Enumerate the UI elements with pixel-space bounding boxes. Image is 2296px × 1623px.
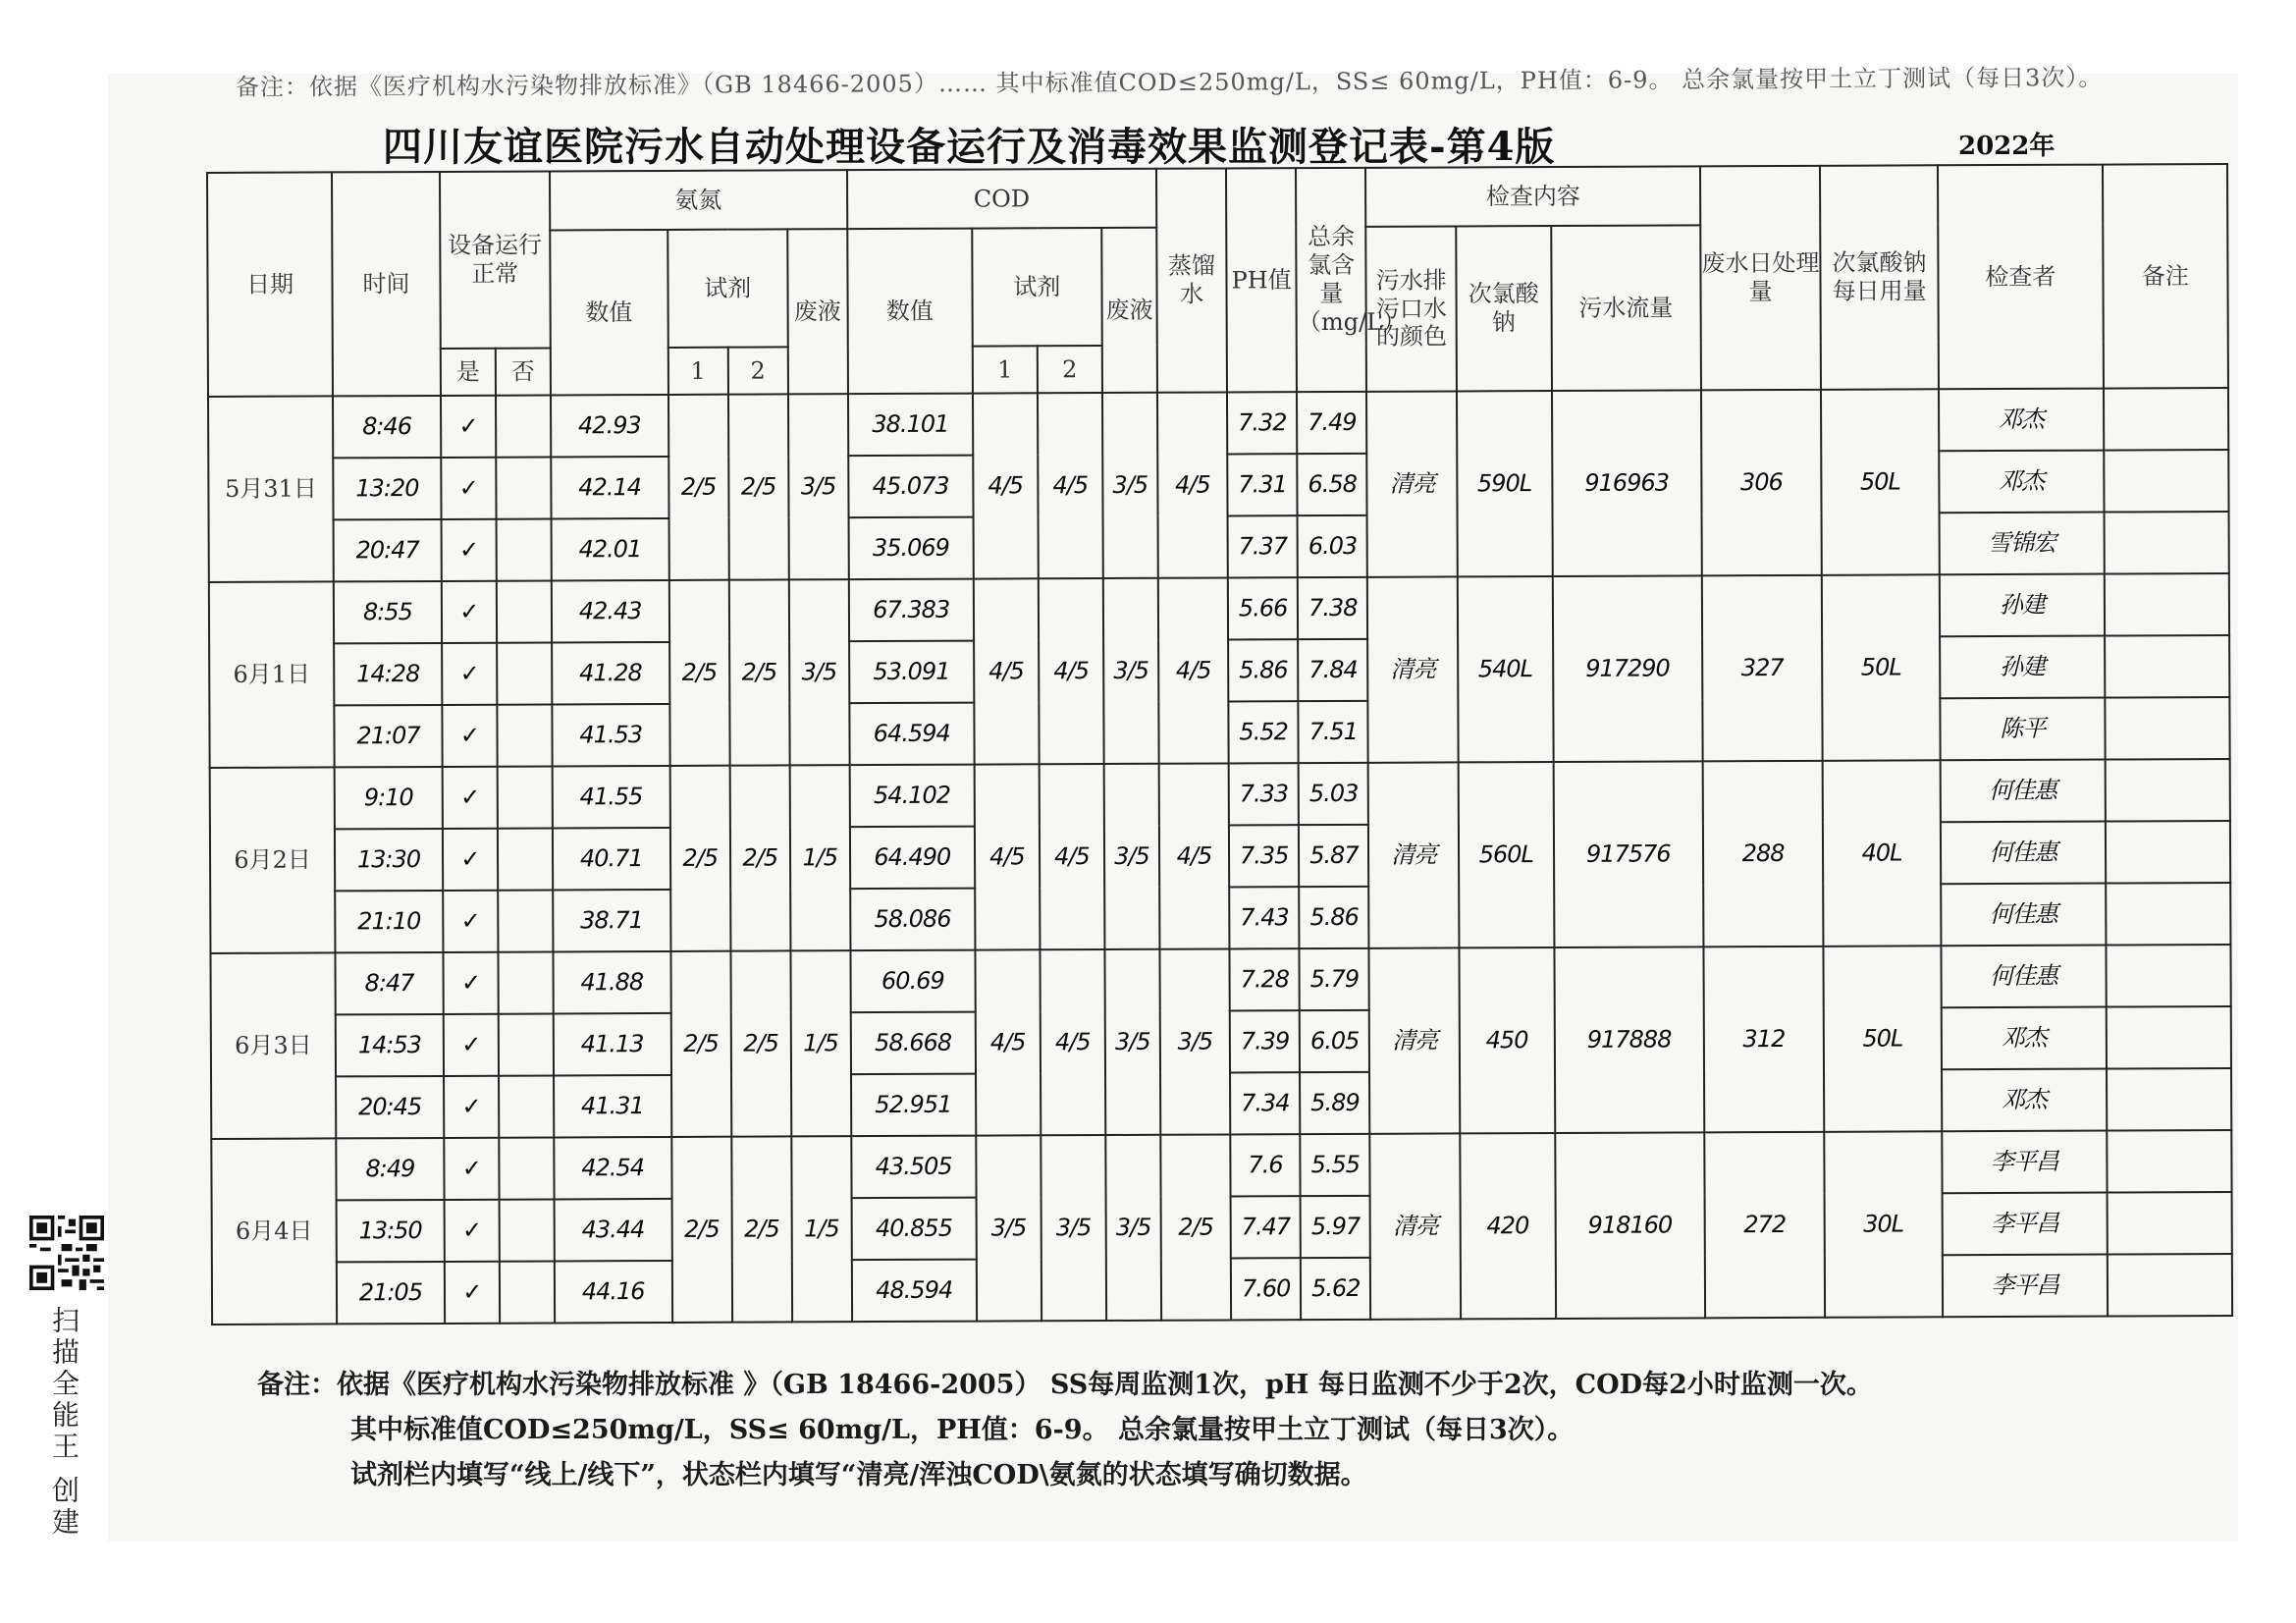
date-cell: 6月1日 — [209, 581, 335, 768]
equipment-not-ok-cell — [499, 1137, 554, 1199]
time-cell: 20:47 — [334, 519, 442, 581]
cod-reagent-2-cell: 4/5 — [1040, 764, 1105, 949]
daily-volume-cell: 272 — [1704, 1132, 1825, 1319]
outlet-color-cell: 清亮 — [1368, 762, 1459, 947]
outlet-color-cell: 清亮 — [1370, 1133, 1461, 1319]
hypochlorite-cell: 540L — [1458, 576, 1553, 762]
cod-reagent-1-cell: 4/5 — [974, 578, 1040, 764]
cod-waste-cell: 3/5 — [1102, 393, 1158, 578]
outlet-color-cell: 清亮 — [1367, 576, 1458, 762]
header-flow: 污水流量 — [1551, 225, 1701, 391]
equipment-not-ok-cell — [498, 890, 553, 951]
equipment-not-ok-cell — [497, 580, 552, 642]
table-row — [210, 759, 2230, 830]
time-cell: 8:47 — [336, 952, 444, 1014]
ammonia-value-cell: 40.71 — [553, 828, 670, 891]
inspector-signature: 何佳惠 — [1941, 884, 2106, 947]
ph-cell: 7.32 — [1227, 392, 1297, 454]
ammonia-value-cell: 42.93 — [551, 395, 668, 458]
ammonia-value-cell: 41.55 — [552, 766, 669, 829]
inspector-signature: 孙建 — [1940, 574, 2105, 637]
inspector-signature: 何佳惠 — [1941, 822, 2106, 885]
header-ammonia-reagent: 试剂 — [667, 229, 788, 348]
ammonia-waste-cell: 1/5 — [790, 950, 851, 1136]
ammonia-value-cell: 44.16 — [555, 1261, 672, 1324]
inspector-signature: 何佳惠 — [1941, 946, 2106, 1008]
header-equipment: 设备运行正常 — [440, 171, 551, 348]
equipment-not-ok-cell — [496, 518, 551, 580]
equipment-ok-check: ✓ — [443, 829, 498, 891]
distilled-water-cell: 4/5 — [1157, 392, 1228, 577]
time-cell: 21:07 — [334, 705, 442, 767]
equipment-ok-check: ✓ — [444, 1138, 499, 1200]
inspector-signature: 陈平 — [1940, 698, 2105, 761]
equipment-ok-check: ✓ — [442, 643, 497, 705]
ammonia-waste-cell: 1/5 — [789, 765, 850, 950]
form-year: 2022年 — [1958, 132, 2056, 161]
remarks-cell — [2104, 388, 2229, 451]
header-inspector: 检查者 — [1938, 165, 2104, 390]
daily-volume-cell: 327 — [1702, 575, 1823, 762]
chlorine-cell: 5.97 — [1301, 1196, 1370, 1258]
header-cod-r2: 2 — [1038, 346, 1102, 393]
cod-waste-cell: 3/5 — [1104, 764, 1160, 949]
flow-cell: 917576 — [1553, 761, 1703, 947]
header-cod-waste: 废液 — [1101, 228, 1157, 393]
ammonia-reagent-1-cell: 2/5 — [669, 580, 730, 766]
chlorine-cell: 5.87 — [1299, 825, 1368, 887]
date-cell: 6月2日 — [210, 767, 336, 953]
inspector-signature: 雪锦宏 — [1940, 513, 2105, 575]
ammonia-waste-cell: 3/5 — [789, 579, 850, 765]
ammonia-reagent-2-cell: 2/5 — [731, 1136, 792, 1322]
cod-value-cell: 58.668 — [850, 1012, 975, 1075]
ph-cell: 7.28 — [1230, 948, 1300, 1010]
cod-waste-cell: 3/5 — [1104, 949, 1160, 1135]
date-cell: 5月31日 — [208, 396, 334, 582]
ph-cell: 5.52 — [1228, 701, 1298, 763]
header-yes: 是 — [441, 349, 496, 396]
hypochlorite-cell: 450 — [1459, 947, 1554, 1133]
header-remarks: 备注 — [2103, 164, 2228, 389]
time-cell: 8:55 — [334, 581, 442, 643]
remarks-cell — [2106, 945, 2231, 1007]
time-cell: 14:28 — [334, 643, 442, 705]
equipment-not-ok-cell — [496, 395, 551, 457]
ph-cell: 7.35 — [1229, 825, 1299, 887]
ph-cell: 5.66 — [1228, 577, 1298, 639]
header-chlorine: 总余氯含量（mg/L） — [1296, 168, 1366, 392]
equipment-ok-check: ✓ — [442, 705, 497, 767]
equipment-not-ok-cell — [499, 1013, 554, 1075]
cod-reagent-1-cell: 4/5 — [973, 393, 1039, 578]
table-row — [208, 388, 2228, 459]
cod-value-cell: 64.594 — [849, 703, 974, 766]
distilled-water-cell: 3/5 — [1159, 948, 1230, 1134]
remarks-cell — [2107, 1130, 2232, 1193]
ammonia-value-cell: 42.54 — [554, 1137, 671, 1200]
remarks-cell — [2106, 821, 2231, 884]
header-ammonia-waste: 废液 — [787, 229, 848, 394]
cod-reagent-2-cell: 4/5 — [1039, 578, 1104, 764]
ph-cell: 7.60 — [1231, 1258, 1301, 1320]
chlorine-cell: 7.49 — [1297, 392, 1366, 454]
header-cod-reagent: 试剂 — [972, 228, 1102, 347]
inspector-signature: 孙建 — [1940, 636, 2105, 699]
equipment-not-ok-cell — [496, 457, 551, 518]
cod-waste-cell: 3/5 — [1103, 578, 1159, 764]
flow-cell: 917290 — [1552, 575, 1702, 762]
distilled-water-cell: 2/5 — [1160, 1134, 1231, 1320]
equipment-ok-check: ✓ — [441, 519, 496, 581]
remarks-cell — [2107, 1192, 2232, 1255]
ph-cell: 7.31 — [1227, 454, 1297, 515]
equipment-not-ok-cell — [500, 1261, 555, 1323]
ammonia-waste-cell: 3/5 — [788, 394, 849, 579]
header-date: 日期 — [207, 172, 333, 397]
cod-value-cell: 48.594 — [852, 1260, 977, 1323]
time-cell: 8:49 — [336, 1138, 444, 1200]
ph-cell: 7.43 — [1229, 887, 1299, 948]
inspector-signature: 邓杰 — [1942, 1007, 2107, 1070]
clipped-top-note: 备注：依据《医疗机构水污染物排放标准》（GB 18466-2005）…… 其中标准值COD≤250mg/L，SS≤ 60mg/L，PH值：6-9。 总余氯量按甲土立丁测试（每日3次）。 — [235, 63, 2104, 101]
ammonia-reagent-2-cell: 2/5 — [729, 579, 790, 765]
cod-value-cell: 45.073 — [848, 456, 973, 518]
chlorine-cell: 7.84 — [1298, 639, 1367, 701]
ammonia-value-cell: 38.71 — [553, 890, 670, 952]
equipment-not-ok-cell — [498, 828, 553, 890]
ammonia-value-cell: 43.44 — [554, 1199, 671, 1262]
equipment-ok-check: ✓ — [444, 1076, 499, 1138]
daily-volume-cell: 288 — [1703, 761, 1824, 947]
cod-waste-cell: 3/5 — [1105, 1135, 1161, 1321]
equipment-ok-check: ✓ — [443, 767, 498, 829]
inspector-signature: 李平昌 — [1943, 1193, 2108, 1256]
naclo-daily-cell: 50L — [1821, 389, 1940, 575]
equipment-ok-check: ✓ — [444, 1200, 499, 1262]
scanner-watermark: 扫描全能王 创建 — [48, 1306, 80, 1539]
ammonia-value-cell: 41.31 — [554, 1075, 671, 1138]
time-cell: 9:10 — [335, 767, 443, 829]
ph-cell: 7.37 — [1228, 515, 1298, 577]
cod-reagent-1-cell: 3/5 — [976, 1135, 1041, 1321]
inspector-signature: 邓杰 — [1939, 451, 2104, 514]
qr-code-icon — [29, 1216, 104, 1290]
flow-cell: 918160 — [1555, 1132, 1705, 1319]
cod-value-cell: 58.086 — [850, 889, 975, 951]
equipment-not-ok-cell — [497, 704, 552, 766]
header-cod-r1: 1 — [973, 346, 1038, 393]
ph-cell: 7.6 — [1230, 1134, 1300, 1196]
hypochlorite-cell: 560L — [1459, 762, 1554, 947]
monitoring-log-table — [206, 163, 2233, 1325]
ph-cell: 7.34 — [1230, 1072, 1300, 1134]
time-cell: 13:20 — [333, 458, 441, 519]
ph-cell: 7.33 — [1229, 763, 1299, 825]
hypochlorite-cell: 420 — [1460, 1133, 1555, 1319]
ammonia-reagent-1-cell: 2/5 — [668, 395, 729, 580]
header-cod-value: 数值 — [847, 229, 973, 395]
equipment-ok-check: ✓ — [443, 952, 498, 1014]
equipment-not-ok-cell — [499, 1075, 554, 1137]
equipment-not-ok-cell — [498, 951, 553, 1013]
ammonia-value-cell: 42.01 — [551, 518, 668, 581]
header-inspection: 检查内容 — [1365, 166, 1700, 226]
time-cell: 13:30 — [335, 829, 443, 891]
table-row — [211, 1130, 2231, 1201]
footnote-line-3: 试剂栏内填写“线上/线下”，状态栏内填写“清亮/浑浊COD\氨氮的状态填写确切数据。 — [350, 1460, 1367, 1490]
outlet-color-cell: 清亮 — [1369, 947, 1460, 1133]
time-cell: 21:10 — [335, 891, 443, 952]
equipment-ok-check: ✓ — [445, 1262, 500, 1324]
chlorine-cell: 5.62 — [1301, 1258, 1370, 1320]
form-title: 四川友谊医院污水自动处理设备运行及消毒效果监测登记表-第4版 — [383, 124, 1556, 170]
equipment-ok-check: ✓ — [442, 581, 497, 643]
header-cod: COD — [847, 169, 1156, 229]
header-distilled: 蒸馏水 — [1156, 168, 1227, 392]
naclo-daily-cell: 50L — [1822, 574, 1941, 761]
cod-reagent-1-cell: 4/5 — [974, 764, 1040, 949]
header-ph: PH值 — [1226, 168, 1297, 392]
equipment-ok-check: ✓ — [443, 891, 498, 952]
cod-value-cell: 67.383 — [849, 579, 974, 642]
remarks-cell — [2107, 1068, 2232, 1131]
naclo-daily-cell: 30L — [1824, 1131, 1943, 1318]
ammonia-reagent-1-cell: 2/5 — [669, 766, 730, 951]
inspector-signature: 何佳惠 — [1941, 760, 2106, 823]
footnote-line-1: 备注：依据《医疗机构水污染物排放标准 》（GB 18466-2005） SS每周监测1次，pH 每日监测不少于2次，COD每2小时监测一次。 — [257, 1370, 1873, 1400]
naclo-daily-cell: 50L — [1823, 946, 1942, 1132]
ph-cell: 7.39 — [1230, 1010, 1300, 1072]
equipment-ok-check: ✓ — [444, 1014, 499, 1076]
cod-value-cell: 52.951 — [851, 1074, 976, 1137]
cod-value-cell: 40.855 — [851, 1198, 976, 1261]
header-no: 否 — [496, 348, 551, 395]
daily-volume-cell: 312 — [1703, 947, 1824, 1133]
cod-value-cell: 43.505 — [851, 1136, 976, 1199]
ammonia-waste-cell: 1/5 — [791, 1136, 852, 1322]
ammonia-reagent-2-cell: 2/5 — [729, 765, 790, 950]
cod-value-cell: 35.069 — [848, 517, 973, 580]
distilled-water-cell: 4/5 — [1159, 763, 1230, 948]
ph-cell: 5.86 — [1228, 639, 1298, 701]
inspector-signature: 李平昌 — [1942, 1131, 2107, 1194]
ammonia-reagent-1-cell: 2/5 — [670, 951, 731, 1137]
footnote — [257, 1363, 1873, 1498]
ammonia-value-cell: 41.53 — [552, 704, 669, 767]
ammonia-value-cell: 42.43 — [552, 580, 669, 643]
cod-value-cell: 64.490 — [850, 827, 975, 890]
cod-reagent-2-cell: 4/5 — [1040, 949, 1105, 1135]
header-ammonia-value: 数值 — [550, 230, 668, 396]
equipment-not-ok-cell — [497, 642, 552, 704]
header-ammonia: 氨氮 — [550, 170, 847, 230]
inspector-signature: 邓杰 — [1939, 389, 2104, 452]
header-naclo-daily: 次氯酸钠每日用量 — [1820, 165, 1939, 390]
time-cell: 8:46 — [333, 396, 441, 458]
date-cell: 6月4日 — [211, 1138, 337, 1325]
chlorine-cell: 6.05 — [1300, 1010, 1369, 1072]
time-cell: 20:45 — [336, 1076, 444, 1138]
chlorine-cell: 7.38 — [1298, 577, 1367, 639]
ammonia-value-cell: 42.14 — [551, 457, 668, 519]
chlorine-cell: 5.89 — [1300, 1072, 1369, 1134]
footnote-line-2: 其中标准值COD≤250mg/L，SS≤ 60mg/L，PH值：6-9。 总余氯量按甲土立丁测试（每日3次）。 — [350, 1415, 1575, 1445]
chlorine-cell: 5.79 — [1300, 948, 1369, 1010]
chlorine-cell: 5.55 — [1301, 1134, 1370, 1196]
flow-cell: 916963 — [1551, 390, 1701, 576]
header-time: 时间 — [332, 172, 441, 396]
equipment-ok-check: ✓ — [441, 396, 496, 458]
table-row — [210, 945, 2230, 1015]
chlorine-cell: 6.03 — [1298, 515, 1367, 577]
ammonia-value-cell: 41.88 — [553, 951, 670, 1014]
equipment-not-ok-cell — [497, 766, 552, 828]
ammonia-reagent-1-cell: 2/5 — [671, 1137, 732, 1323]
header-ammonia-r1: 1 — [667, 348, 727, 395]
time-cell: 14:53 — [336, 1014, 444, 1076]
chlorine-cell: 5.86 — [1299, 887, 1368, 948]
header-outlet-color: 污水排污口水的颜色 — [1366, 226, 1457, 391]
remarks-cell — [2105, 635, 2230, 698]
time-cell: 13:50 — [337, 1200, 445, 1262]
remarks-cell — [2104, 450, 2229, 513]
cod-value-cell: 38.101 — [848, 394, 973, 457]
chlorine-cell: 7.51 — [1299, 701, 1368, 763]
remarks-cell — [2108, 1254, 2233, 1317]
chlorine-cell: 6.58 — [1298, 454, 1367, 515]
remarks-cell — [2106, 883, 2231, 946]
remarks-cell — [2105, 573, 2230, 636]
header-hypochlorite: 次氯酸钠 — [1456, 226, 1551, 391]
inspector-signature: 邓杰 — [1942, 1069, 2107, 1132]
distilled-water-cell: 4/5 — [1158, 577, 1229, 763]
ammonia-value-cell: 41.28 — [552, 642, 669, 705]
outlet-color-cell: 清亮 — [1366, 391, 1457, 576]
hypochlorite-cell: 590L — [1457, 391, 1552, 576]
date-cell: 6月3日 — [210, 952, 336, 1139]
equipment-ok-check: ✓ — [441, 458, 496, 519]
time-cell: 21:05 — [337, 1262, 445, 1324]
cod-value-cell: 60.69 — [850, 950, 975, 1013]
ph-cell: 7.47 — [1231, 1196, 1301, 1258]
remarks-cell — [2105, 697, 2230, 760]
header-ammonia-r2: 2 — [727, 347, 787, 394]
remarks-cell — [2105, 759, 2230, 822]
chlorine-cell: 5.03 — [1299, 763, 1368, 825]
flow-cell: 917888 — [1554, 947, 1704, 1133]
daily-volume-cell: 306 — [1701, 390, 1822, 576]
table-row — [209, 573, 2229, 644]
naclo-daily-cell: 40L — [1823, 760, 1942, 947]
cod-reagent-2-cell: 4/5 — [1038, 393, 1103, 578]
ammonia-reagent-2-cell: 2/5 — [730, 950, 791, 1136]
ammonia-reagent-2-cell: 2/5 — [728, 394, 789, 579]
cod-reagent-2-cell: 3/5 — [1041, 1135, 1106, 1321]
inspector-signature: 李平昌 — [1943, 1255, 2108, 1318]
remarks-cell — [2106, 1006, 2231, 1069]
cod-value-cell: 54.102 — [849, 765, 974, 828]
ammonia-value-cell: 41.13 — [553, 1013, 670, 1076]
cod-value-cell: 53.091 — [849, 641, 974, 704]
header-daily-volume: 废水日处理量 — [1700, 166, 1821, 391]
cod-reagent-1-cell: 4/5 — [975, 949, 1041, 1135]
equipment-not-ok-cell — [499, 1199, 554, 1261]
remarks-cell — [2104, 512, 2229, 574]
